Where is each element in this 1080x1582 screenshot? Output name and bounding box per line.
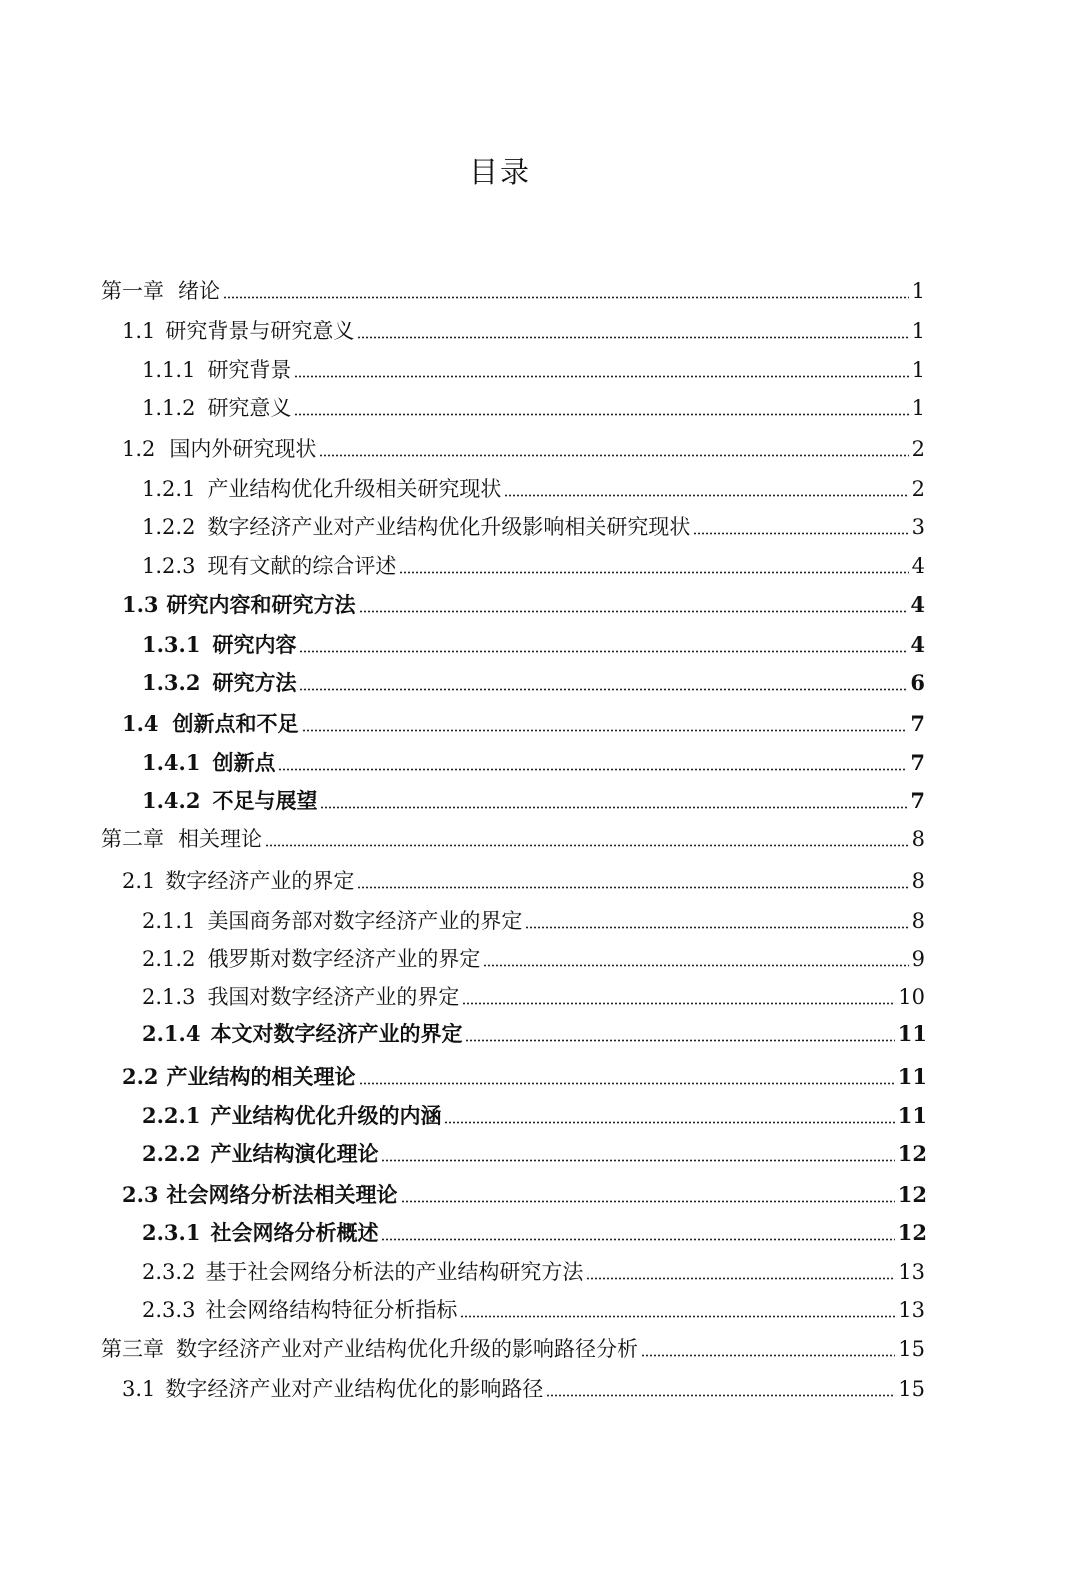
toc-entry-text: 产业结构演化理论	[210, 1141, 379, 1166]
toc-title: 目录	[468, 155, 531, 189]
toc-entry-page: 9	[911, 947, 925, 971]
toc-entry-number: 2.3.2	[142, 1260, 196, 1284]
toc-entry-page: 12	[897, 1141, 927, 1166]
dot-leader	[641, 1354, 895, 1357]
toc-entry-page: 1	[911, 319, 925, 343]
toc-entry-number: 2.2.2	[142, 1141, 201, 1166]
toc-entry-text: 现有文献的综合评述	[207, 554, 397, 578]
toc-entry[interactable]	[142, 1021, 927, 1047]
toc-entry-text: 产业结构的相关理论	[166, 1064, 356, 1089]
toc-entry-text: 研究内容	[212, 632, 297, 657]
toc-entry[interactable]	[142, 788, 925, 814]
toc-entry-number: 1.1.1	[142, 358, 196, 382]
toc-entry-chapter[interactable]	[101, 826, 925, 852]
toc-entry-page: 11	[897, 1103, 927, 1128]
toc-entry[interactable]	[142, 1103, 927, 1129]
dot-leader	[357, 886, 908, 889]
toc-entry-number: 1.4	[122, 711, 159, 736]
toc-entry-text: 不足与展望	[212, 788, 318, 813]
toc-entry-text: 产业结构优化升级的内涵	[210, 1103, 442, 1128]
toc-entry[interactable]	[142, 1259, 925, 1285]
toc-entry-number: 1.2	[122, 437, 156, 461]
toc-entry[interactable]	[122, 436, 925, 462]
dot-leader	[546, 1394, 895, 1397]
dot-leader	[381, 1238, 894, 1241]
toc-entry-page: 2	[911, 437, 925, 461]
toc-entry-text: 社会网络结构特征分析指标	[205, 1298, 458, 1322]
dot-leader	[278, 768, 907, 771]
toc-entry-chapter[interactable]	[101, 1336, 925, 1362]
toc-entry[interactable]	[142, 750, 925, 776]
toc-entry[interactable]	[142, 357, 925, 383]
toc-entry-page: 11	[897, 1064, 927, 1089]
dot-leader	[504, 494, 908, 497]
toc-entry[interactable]	[122, 1376, 925, 1402]
toc-entry-number: 1.2.2	[142, 515, 196, 539]
toc-entry-number: 1.3.1	[142, 632, 201, 657]
toc-entry-page: 8	[911, 827, 925, 851]
dot-leader	[294, 413, 908, 416]
dot-leader	[319, 454, 908, 457]
toc-entry-page: 12	[897, 1220, 927, 1245]
toc-entry-number: 1.3	[122, 592, 159, 617]
toc-entry-number: 1.1	[122, 319, 156, 343]
toc-entry-text: 数字经济产业对产业结构优化升级影响相关研究现状	[207, 515, 691, 539]
toc-entry-number: 1.1.2	[142, 396, 196, 420]
toc-entry-text: 数字经济产业对产业结构优化的影响路径	[165, 1377, 544, 1401]
toc-entry[interactable]	[142, 476, 925, 502]
toc-entry[interactable]	[122, 318, 925, 344]
toc-entry[interactable]	[122, 711, 925, 737]
toc-entry-number: 第三章	[101, 1337, 164, 1361]
toc-entry-number: 1.4.1	[142, 750, 201, 775]
dot-leader	[320, 806, 907, 809]
toc-entry-number: 1.3.2	[142, 670, 201, 695]
toc-entry-page: 7	[910, 788, 925, 813]
toc-entry-number: 1.4.2	[142, 788, 201, 813]
toc-entry-text: 研究意义	[207, 396, 292, 420]
toc-entry-text: 社会网络分析概述	[210, 1220, 379, 1245]
toc-entry-page: 6	[910, 670, 925, 695]
dot-leader	[465, 1039, 894, 1042]
toc-entry-page: 15	[898, 1377, 925, 1401]
toc-entry-text: 基于社会网络分析法的产业结构研究方法	[205, 1260, 584, 1284]
toc-entry-number: 2.3	[122, 1182, 159, 1207]
dot-leader	[586, 1277, 895, 1280]
toc-entry[interactable]	[142, 553, 925, 579]
toc-entry-text: 产业结构优化升级相关研究现状	[207, 477, 502, 501]
toc-entry[interactable]	[142, 946, 925, 972]
toc-entry[interactable]	[122, 868, 925, 894]
toc-entry-number: 2.3.3	[142, 1298, 196, 1322]
toc-entry-page: 8	[911, 909, 925, 933]
toc-entry[interactable]	[142, 514, 925, 540]
toc-entry-text: 创新点和不足	[172, 711, 299, 736]
dot-leader	[223, 296, 909, 299]
toc-entry-page: 1	[911, 358, 925, 382]
toc-entry-number: 2.1	[122, 869, 156, 893]
toc-entry-page: 15	[898, 1337, 925, 1361]
toc-entry-text: 相关理论	[178, 827, 262, 851]
toc-entry-text: 社会网络分析法相关理论	[166, 1182, 398, 1207]
toc-entry[interactable]	[142, 1141, 927, 1167]
toc-entry-page: 4	[910, 592, 925, 617]
toc-entry-page: 11	[897, 1021, 927, 1046]
toc-entry-page: 7	[910, 750, 925, 775]
dot-leader	[401, 1200, 895, 1203]
toc-entry-number: 1.2.3	[142, 554, 196, 578]
toc-entry-text: 研究方法	[212, 670, 297, 695]
dot-leader	[460, 1315, 895, 1318]
dot-leader	[462, 1002, 895, 1005]
dot-leader	[294, 375, 908, 378]
toc-entry-text: 本文对数字经济产业的界定	[210, 1021, 463, 1046]
toc-entry-page: 13	[898, 1260, 925, 1284]
toc-entry-number: 2.2	[122, 1064, 159, 1089]
dot-leader	[299, 688, 907, 691]
toc-entry[interactable]	[122, 1182, 927, 1208]
toc-entry-page: 3	[911, 515, 925, 539]
toc-entry[interactable]	[142, 1220, 927, 1246]
toc-entry-number: 2.2.1	[142, 1103, 201, 1128]
dot-leader	[359, 1082, 895, 1085]
toc-entry[interactable]	[142, 984, 925, 1010]
toc-entry-page: 4	[911, 554, 925, 578]
toc-entry-number: 2.1.4	[142, 1021, 201, 1046]
toc-entry-number: 2.1.1	[142, 909, 196, 933]
toc-entry-page: 2	[911, 477, 925, 501]
toc-entry-text: 俄罗斯对数字经济产业的界定	[207, 947, 481, 971]
toc-entry-page: 8	[911, 869, 925, 893]
toc-entry[interactable]	[142, 1297, 925, 1323]
toc-entry[interactable]	[142, 632, 925, 658]
dot-leader	[357, 336, 908, 339]
toc-entry-page: 10	[898, 985, 925, 1009]
toc-entry-text: 数字经济产业对产业结构优化升级的影响路径分析	[176, 1337, 638, 1361]
toc-entry[interactable]	[142, 908, 925, 934]
toc-entry-page: 12	[897, 1182, 927, 1207]
dot-leader	[483, 964, 908, 967]
toc-entry-number: 第二章	[101, 827, 164, 851]
dot-leader	[525, 926, 908, 929]
toc-entry-page: 13	[898, 1298, 925, 1322]
dot-leader	[381, 1159, 894, 1162]
toc-entry-text: 国内外研究现状	[169, 437, 317, 461]
toc-entry[interactable]	[142, 670, 925, 696]
toc-entry-chapter[interactable]	[101, 278, 925, 304]
toc-entry-text: 研究内容和研究方法	[166, 592, 356, 617]
toc-entry-number: 第一章	[101, 279, 164, 303]
toc-entry-number: 1.2.1	[142, 477, 196, 501]
toc-entry-page: 1	[911, 279, 925, 303]
toc-entry-number: 2.3.1	[142, 1220, 201, 1245]
dot-leader	[359, 610, 908, 613]
toc-entry-text: 研究背景与研究意义	[165, 319, 355, 343]
toc-entry[interactable]	[142, 395, 925, 421]
dot-leader	[399, 571, 908, 574]
toc-entry-text: 我国对数字经济产业的界定	[207, 985, 460, 1009]
dot-leader	[299, 650, 907, 653]
dot-leader	[302, 729, 908, 732]
toc-entry[interactable]	[122, 592, 925, 618]
toc-entry-number: 2.1.3	[142, 985, 196, 1009]
toc-entry-page: 1	[911, 396, 925, 420]
toc-entry-text: 数字经济产业的界定	[165, 869, 355, 893]
toc-entry-text: 创新点	[212, 750, 276, 775]
toc-entry-number: 2.1.2	[142, 947, 196, 971]
toc-entry-page: 4	[910, 632, 925, 657]
toc-entry-number: 3.1	[122, 1377, 156, 1401]
toc-entry-text: 美国商务部对数字经济产业的界定	[207, 909, 523, 933]
dot-leader	[693, 532, 908, 535]
toc-entry-text: 绪论	[178, 279, 220, 303]
toc-entry[interactable]	[122, 1064, 927, 1090]
toc-entry-text: 研究背景	[207, 358, 292, 382]
dot-leader	[444, 1121, 894, 1124]
dot-leader	[265, 844, 909, 847]
toc-entry-page: 7	[910, 711, 925, 736]
